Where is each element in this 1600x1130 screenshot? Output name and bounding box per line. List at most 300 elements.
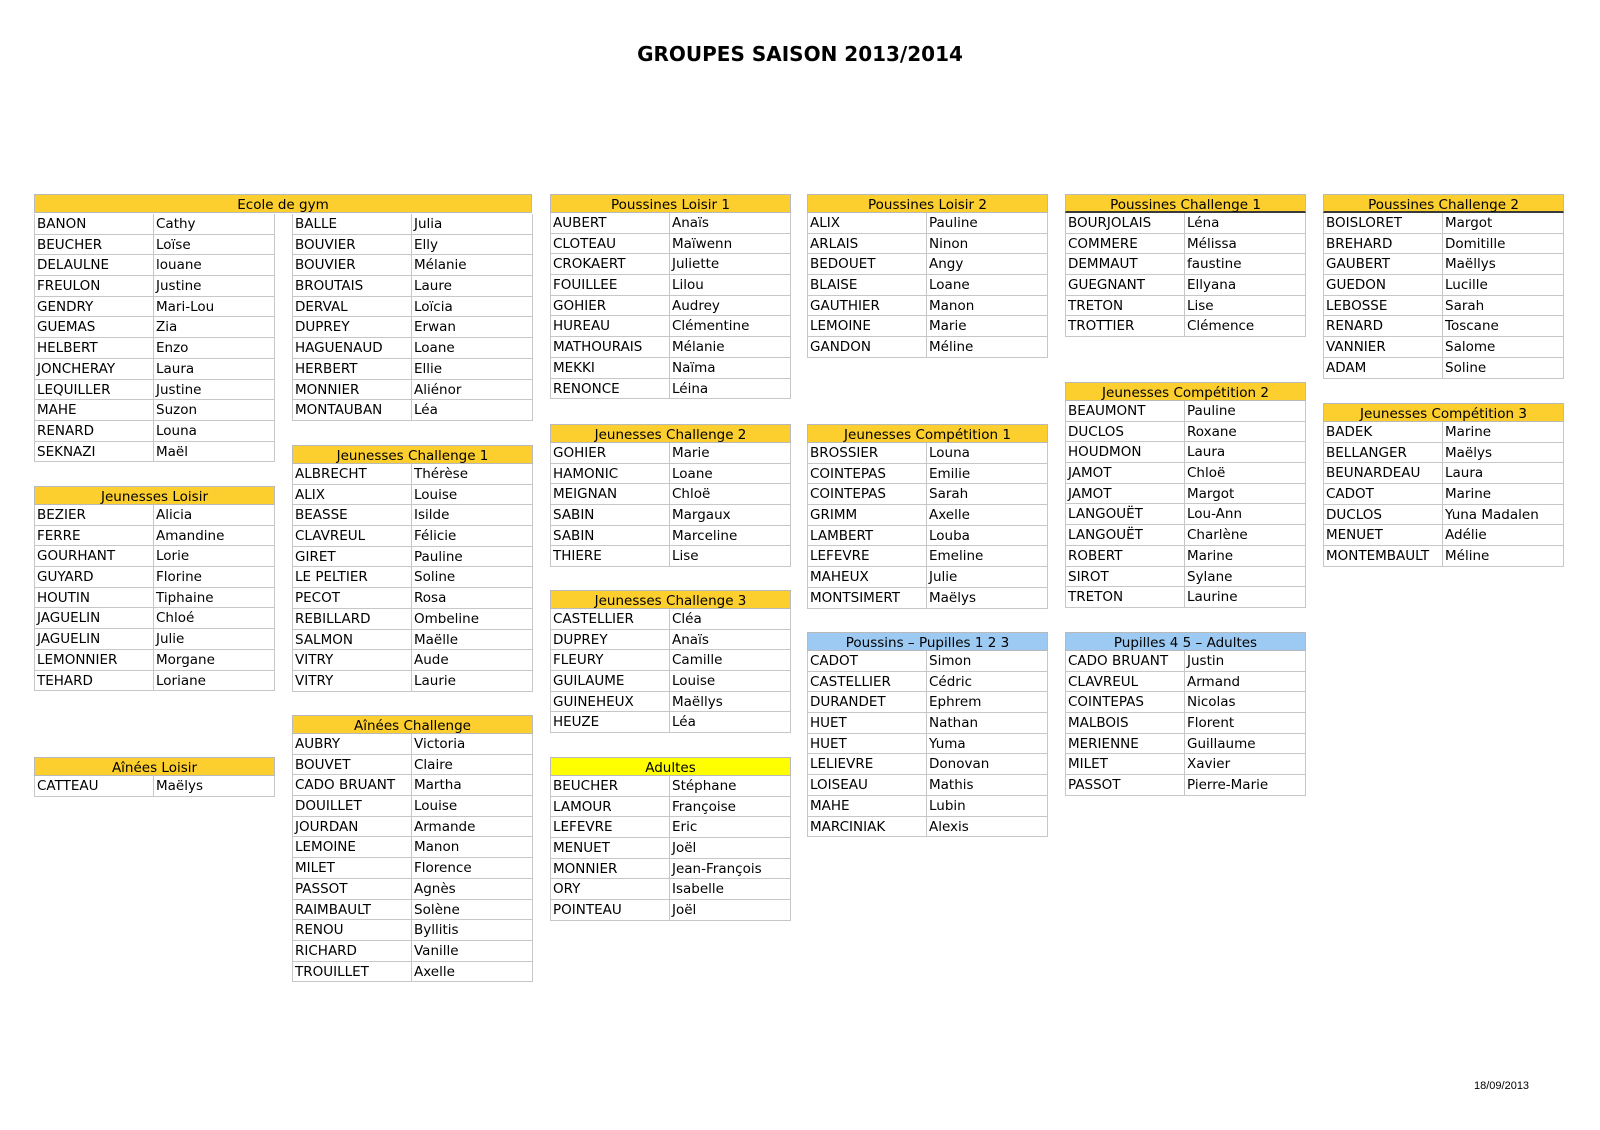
member-surname: GOHIER <box>550 443 670 464</box>
member-surname: LEMOINE <box>292 837 412 858</box>
member-row <box>550 358 791 379</box>
member-surname: CASTELLIER <box>550 609 670 630</box>
member-surname: MARCINIAK <box>807 817 927 838</box>
member-row <box>292 588 533 609</box>
member-firstname: Loane <box>670 464 791 485</box>
member-firstname: Yuma <box>927 734 1048 755</box>
member-surname: SALMON <box>292 630 412 651</box>
member-row <box>292 941 533 962</box>
member-firstname: Morgane <box>154 650 275 671</box>
member-row <box>34 297 275 318</box>
member-firstname: Maïwenn <box>670 234 791 255</box>
member-firstname: Julie <box>154 629 275 650</box>
member-surname: PECOT <box>292 588 412 609</box>
member-firstname: Anaïs <box>670 630 791 651</box>
member-firstname: Laurine <box>1185 587 1306 608</box>
member-surname: HEUZE <box>550 712 670 733</box>
member-firstname: Maël <box>154 442 275 463</box>
member-surname: BROUTAIS <box>292 276 412 297</box>
member-surname: AUBRY <box>292 734 412 755</box>
member-surname: DEMMAUT <box>1065 254 1185 275</box>
group-title-jeunesses-competition-2: Jeunesses Compétition 2 <box>1065 382 1306 401</box>
group-title-poussines-challenge-2: Poussines Challenge 2 <box>1323 194 1564 213</box>
member-row <box>807 484 1048 505</box>
member-firstname: Françoise <box>670 797 791 818</box>
member-firstname: Léa <box>670 712 791 733</box>
member-surname: BADEK <box>1323 422 1443 443</box>
member-row <box>1323 358 1564 379</box>
member-firstname: Maëlys <box>927 588 1048 609</box>
member-row <box>1323 463 1564 484</box>
member-row <box>1065 316 1306 337</box>
member-firstname: Laura <box>1443 463 1564 484</box>
member-firstname: Laura <box>154 359 275 380</box>
member-firstname: Cathy <box>154 214 275 235</box>
member-surname: GAUBERT <box>1323 254 1443 275</box>
member-firstname: Adélie <box>1443 525 1564 546</box>
member-firstname: Joël <box>670 900 791 921</box>
member-row <box>292 505 533 526</box>
member-firstname: Lubin <box>927 796 1048 817</box>
member-surname: HAGUENAUD <box>292 338 412 359</box>
member-row <box>550 859 791 880</box>
member-row <box>550 776 791 797</box>
member-row <box>34 608 275 629</box>
member-row <box>550 609 791 630</box>
member-row <box>550 526 791 547</box>
member-firstname: Armande <box>412 817 533 838</box>
member-row <box>292 755 533 776</box>
member-surname: MEKKI <box>550 358 670 379</box>
member-firstname: Simon <box>927 651 1048 672</box>
member-row <box>292 276 533 297</box>
member-row <box>292 547 533 568</box>
member-firstname: Eric <box>670 817 791 838</box>
member-firstname: Lou-Ann <box>1185 504 1306 525</box>
member-surname: CADOT <box>807 651 927 672</box>
group-title-poussines-loisir-1: Poussines Loisir 1 <box>550 194 791 213</box>
member-firstname: Margot <box>1443 213 1564 234</box>
member-firstname: Charlène <box>1185 525 1306 546</box>
member-surname: ARLAIS <box>807 234 927 255</box>
member-surname: AUBERT <box>550 213 670 234</box>
member-surname: THIERE <box>550 546 670 567</box>
member-surname: PASSOT <box>1065 775 1185 796</box>
member-surname: HOUDMON <box>1065 442 1185 463</box>
member-row <box>807 672 1048 693</box>
member-surname: GUEDON <box>1323 275 1443 296</box>
member-surname: BEZIER <box>34 505 154 526</box>
member-row <box>1065 275 1306 296</box>
member-firstname: Félicie <box>412 526 533 547</box>
group-title-ainees-challenge: Aînées Challenge <box>292 715 533 734</box>
member-row <box>1065 567 1306 588</box>
member-surname: COINTEPAS <box>1065 692 1185 713</box>
member-firstname: Julia <box>412 214 533 235</box>
group-title-poussines-loisir-2: Poussines Loisir 2 <box>807 194 1048 213</box>
member-surname: MONTSIMERT <box>807 588 927 609</box>
member-firstname: Maëllys <box>670 692 791 713</box>
member-surname: CATTEAU <box>34 776 154 797</box>
member-row <box>292 567 533 588</box>
member-surname: GENDRY <box>34 297 154 318</box>
member-surname: DUCLOS <box>1323 505 1443 526</box>
member-surname: MONTAUBAN <box>292 400 412 421</box>
member-firstname: Domitille <box>1443 234 1564 255</box>
member-surname: BOISLORET <box>1323 213 1443 234</box>
member-surname: GUILAUME <box>550 671 670 692</box>
member-firstname: Méline <box>927 337 1048 358</box>
member-row <box>807 775 1048 796</box>
member-firstname: Ephrem <box>927 692 1048 713</box>
member-firstname: Louna <box>927 443 1048 464</box>
member-firstname: Donovan <box>927 754 1048 775</box>
member-row <box>550 838 791 859</box>
member-surname: LEMONNIER <box>34 650 154 671</box>
member-surname: LANGOUËT <box>1065 525 1185 546</box>
group-ecole-gym-b <box>292 214 533 421</box>
member-row <box>292 920 533 941</box>
member-surname: DERVAL <box>292 297 412 318</box>
member-firstname: Chloë <box>1185 463 1306 484</box>
member-row <box>292 338 533 359</box>
member-firstname: Maëlle <box>412 630 533 651</box>
member-firstname: Maëlys <box>154 776 275 797</box>
footer-date: 18/09/2013 <box>1474 1080 1530 1092</box>
member-firstname: Claire <box>412 755 533 776</box>
member-row <box>292 214 533 235</box>
member-firstname: Thérèse <box>412 464 533 485</box>
member-surname: POINTEAU <box>550 900 670 921</box>
member-firstname: Ninon <box>927 234 1048 255</box>
member-firstname: Audrey <box>670 296 791 317</box>
member-surname: LEMOINE <box>807 316 927 337</box>
member-surname: CASTELLIER <box>807 672 927 693</box>
member-row <box>34 235 275 256</box>
member-row <box>550 692 791 713</box>
member-row <box>34 776 275 797</box>
member-surname: DURANDET <box>807 692 927 713</box>
member-surname: JAGUELIN <box>34 608 154 629</box>
member-firstname: Méline <box>1443 546 1564 567</box>
member-surname: VITRY <box>292 671 412 692</box>
member-surname: SABIN <box>550 526 670 547</box>
member-firstname: Laurie <box>412 671 533 692</box>
member-surname: HUET <box>807 734 927 755</box>
member-surname: BALLE <box>292 214 412 235</box>
member-row <box>292 796 533 817</box>
member-firstname: Toscane <box>1443 316 1564 337</box>
group-poussines-challenge-2 <box>1323 194 1564 379</box>
member-firstname: Emeline <box>927 546 1048 567</box>
member-surname: FERRE <box>34 526 154 547</box>
member-firstname: Axelle <box>412 962 533 983</box>
member-surname: BEUNARDEAU <box>1323 463 1443 484</box>
member-surname: VANNIER <box>1323 337 1443 358</box>
member-firstname: Alicia <box>154 505 275 526</box>
member-firstname: Enzo <box>154 338 275 359</box>
member-firstname: Juliette <box>670 254 791 275</box>
member-row <box>1323 316 1564 337</box>
group-ainees-loisir <box>34 757 275 797</box>
member-row <box>550 254 791 275</box>
member-firstname: Loriane <box>154 671 275 692</box>
member-firstname: Louise <box>412 796 533 817</box>
member-firstname: Marine <box>1443 484 1564 505</box>
member-surname: HUET <box>807 713 927 734</box>
member-row <box>292 837 533 858</box>
member-firstname: Roxane <box>1185 422 1306 443</box>
group-adultes <box>550 757 791 921</box>
member-surname: MAHEUX <box>807 567 927 588</box>
member-surname: CLAVREUL <box>292 526 412 547</box>
member-firstname: Tiphaine <box>154 588 275 609</box>
member-surname: COINTEPAS <box>807 484 927 505</box>
member-row <box>1065 713 1306 734</box>
member-surname: MONNIER <box>550 859 670 880</box>
member-row <box>550 379 791 400</box>
member-firstname: Loïcia <box>412 297 533 318</box>
group-poussines-loisir-1 <box>550 194 791 399</box>
member-surname: MENUET <box>1323 525 1443 546</box>
member-firstname: Lilou <box>670 275 791 296</box>
member-surname: SEKNAZI <box>34 442 154 463</box>
member-row <box>1323 525 1564 546</box>
member-firstname: Mélanie <box>670 337 791 358</box>
member-surname: JAMOT <box>1065 484 1185 505</box>
member-row <box>34 255 275 276</box>
member-row <box>807 713 1048 734</box>
group-poussines-loisir-2 <box>807 194 1048 358</box>
member-row <box>550 484 791 505</box>
member-row <box>292 526 533 547</box>
member-row <box>807 275 1048 296</box>
member-surname: SIROT <box>1065 567 1185 588</box>
member-surname: BOUVET <box>292 755 412 776</box>
member-row <box>292 235 533 256</box>
member-firstname: Zia <box>154 317 275 338</box>
member-firstname: Louba <box>927 526 1048 547</box>
member-firstname: Vanille <box>412 941 533 962</box>
group-jeunesses-challenge-2 <box>550 424 791 567</box>
group-title-jeunesses-challenge-2: Jeunesses Challenge 2 <box>550 424 791 443</box>
member-surname: BLAISE <box>807 275 927 296</box>
member-row <box>34 588 275 609</box>
group-title-poussines-challenge-1: Poussines Challenge 1 <box>1065 194 1306 213</box>
member-surname: MALBOIS <box>1065 713 1185 734</box>
member-firstname: faustine <box>1185 254 1306 275</box>
member-firstname: louane <box>154 255 275 276</box>
member-row <box>550 630 791 651</box>
member-surname: GOHIER <box>550 296 670 317</box>
member-row <box>34 338 275 359</box>
member-surname: MILET <box>292 858 412 879</box>
member-row <box>550 797 791 818</box>
member-firstname: Léa <box>412 400 533 421</box>
member-row <box>292 962 533 983</box>
member-firstname: Lucille <box>1443 275 1564 296</box>
member-row <box>34 546 275 567</box>
member-surname: CROKAERT <box>550 254 670 275</box>
member-surname: GIRET <box>292 547 412 568</box>
member-surname: MATHOURAIS <box>550 337 670 358</box>
member-row <box>550 296 791 317</box>
group-jeunesses-competition-3 <box>1323 403 1564 567</box>
member-firstname: Emilie <box>927 464 1048 485</box>
member-row <box>292 879 533 900</box>
member-firstname: Lorie <box>154 546 275 567</box>
group-jeunesses-competition-1 <box>807 424 1048 609</box>
member-surname: PASSOT <box>292 879 412 900</box>
member-row <box>34 442 275 463</box>
member-surname: RENARD <box>1323 316 1443 337</box>
group-ainees-challenge <box>292 715 533 982</box>
member-row <box>1065 692 1306 713</box>
member-row <box>1323 296 1564 317</box>
member-row <box>550 900 791 921</box>
member-firstname: Florine <box>154 567 275 588</box>
group-ecole-gym-a <box>34 214 275 462</box>
member-row <box>1065 234 1306 255</box>
member-firstname: Xavier <box>1185 754 1306 775</box>
member-surname: HAMONIC <box>550 464 670 485</box>
member-surname: BROSSIER <box>807 443 927 464</box>
member-surname: HELBERT <box>34 338 154 359</box>
member-row <box>1323 337 1564 358</box>
member-surname: CLOTEAU <box>550 234 670 255</box>
member-surname: LEFEVRE <box>550 817 670 838</box>
member-firstname: Léna <box>1185 213 1306 234</box>
member-surname: GUEMAS <box>34 317 154 338</box>
member-firstname: Laura <box>1185 442 1306 463</box>
member-surname: HUREAU <box>550 316 670 337</box>
member-firstname: Cléa <box>670 609 791 630</box>
member-firstname: Maëlys <box>1443 443 1564 464</box>
member-row <box>34 276 275 297</box>
member-surname: GUYARD <box>34 567 154 588</box>
member-row <box>807 234 1048 255</box>
member-surname: GANDON <box>807 337 927 358</box>
member-row <box>1065 296 1306 317</box>
member-surname: GOURHANT <box>34 546 154 567</box>
member-surname: MERIENNE <box>1065 734 1185 755</box>
member-row <box>292 734 533 755</box>
member-row <box>1323 254 1564 275</box>
member-firstname: Aude <box>412 650 533 671</box>
member-firstname: Marie <box>927 316 1048 337</box>
member-surname: TRETON <box>1065 296 1185 317</box>
member-surname: ROBERT <box>1065 546 1185 567</box>
member-surname: BANON <box>34 214 154 235</box>
group-poussines-challenge-1 <box>1065 194 1306 337</box>
member-firstname: Lise <box>670 546 791 567</box>
group-jeunesses-challenge-1 <box>292 445 533 692</box>
member-surname: BOUVIER <box>292 255 412 276</box>
member-row <box>807 546 1048 567</box>
member-firstname: Manon <box>927 296 1048 317</box>
member-firstname: Mari-Lou <box>154 297 275 318</box>
member-firstname: Mathis <box>927 775 1048 796</box>
member-surname: JAMOT <box>1065 463 1185 484</box>
member-row <box>292 671 533 692</box>
member-surname: REBILLARD <box>292 609 412 630</box>
member-firstname: Chloë <box>670 484 791 505</box>
member-firstname: Erwan <box>412 317 533 338</box>
member-firstname: Ellie <box>412 359 533 380</box>
member-firstname: Louise <box>670 671 791 692</box>
group-jeunesses-loisir <box>34 486 275 691</box>
member-surname: MONNIER <box>292 380 412 401</box>
member-row <box>1065 754 1306 775</box>
member-surname: ALIX <box>292 485 412 506</box>
member-surname: BOUVIER <box>292 235 412 256</box>
member-row <box>1065 442 1306 463</box>
member-row <box>292 380 533 401</box>
member-surname: LE PELTIER <box>292 567 412 588</box>
member-surname: FREULON <box>34 276 154 297</box>
member-firstname: Florence <box>412 858 533 879</box>
member-row <box>34 526 275 547</box>
group-title-jeunesses-challenge-3: Jeunesses Challenge 3 <box>550 590 791 609</box>
member-firstname: Marceline <box>670 526 791 547</box>
member-row <box>1323 443 1564 464</box>
member-surname: TRETON <box>1065 587 1185 608</box>
member-surname: RAIMBAULT <box>292 900 412 921</box>
member-row <box>550 712 791 733</box>
member-surname: COINTEPAS <box>807 464 927 485</box>
member-firstname: Justin <box>1185 651 1306 672</box>
member-firstname: Isilde <box>412 505 533 526</box>
member-surname: TEHARD <box>34 671 154 692</box>
group-jeunesses-challenge-3 <box>550 590 791 733</box>
member-firstname: Loane <box>927 275 1048 296</box>
member-surname: BEASSE <box>292 505 412 526</box>
member-surname: VITRY <box>292 650 412 671</box>
member-row <box>550 879 791 900</box>
member-row <box>34 650 275 671</box>
member-surname: BEDOUET <box>807 254 927 275</box>
member-firstname: Clémence <box>1185 316 1306 337</box>
member-firstname: Camille <box>670 650 791 671</box>
member-surname: LELIEVRE <box>807 754 927 775</box>
member-row <box>1065 463 1306 484</box>
member-firstname: Manon <box>412 837 533 858</box>
member-row <box>550 316 791 337</box>
member-firstname: Victoria <box>412 734 533 755</box>
member-surname: DUPREY <box>292 317 412 338</box>
member-surname: GUINEHEUX <box>550 692 670 713</box>
member-row <box>550 650 791 671</box>
member-surname: DOUILLET <box>292 796 412 817</box>
member-row <box>807 316 1048 337</box>
member-surname: BOURJOLAIS <box>1065 213 1185 234</box>
member-firstname: Loïse <box>154 235 275 256</box>
member-surname: LAMOUR <box>550 797 670 818</box>
member-row <box>1323 422 1564 443</box>
member-firstname: Pauline <box>927 213 1048 234</box>
member-row <box>1323 484 1564 505</box>
member-surname: MILET <box>1065 754 1185 775</box>
member-firstname: Yuna Madalen <box>1443 505 1564 526</box>
member-surname: HOUTIN <box>34 588 154 609</box>
member-firstname: Guillaume <box>1185 734 1306 755</box>
member-row <box>1065 484 1306 505</box>
group-title-pupilles-45-adultes: Pupilles 4 5 – Adultes <box>1065 632 1306 651</box>
member-row <box>34 380 275 401</box>
member-firstname: Sylane <box>1185 567 1306 588</box>
member-firstname: Solène <box>412 900 533 921</box>
member-row <box>550 464 791 485</box>
